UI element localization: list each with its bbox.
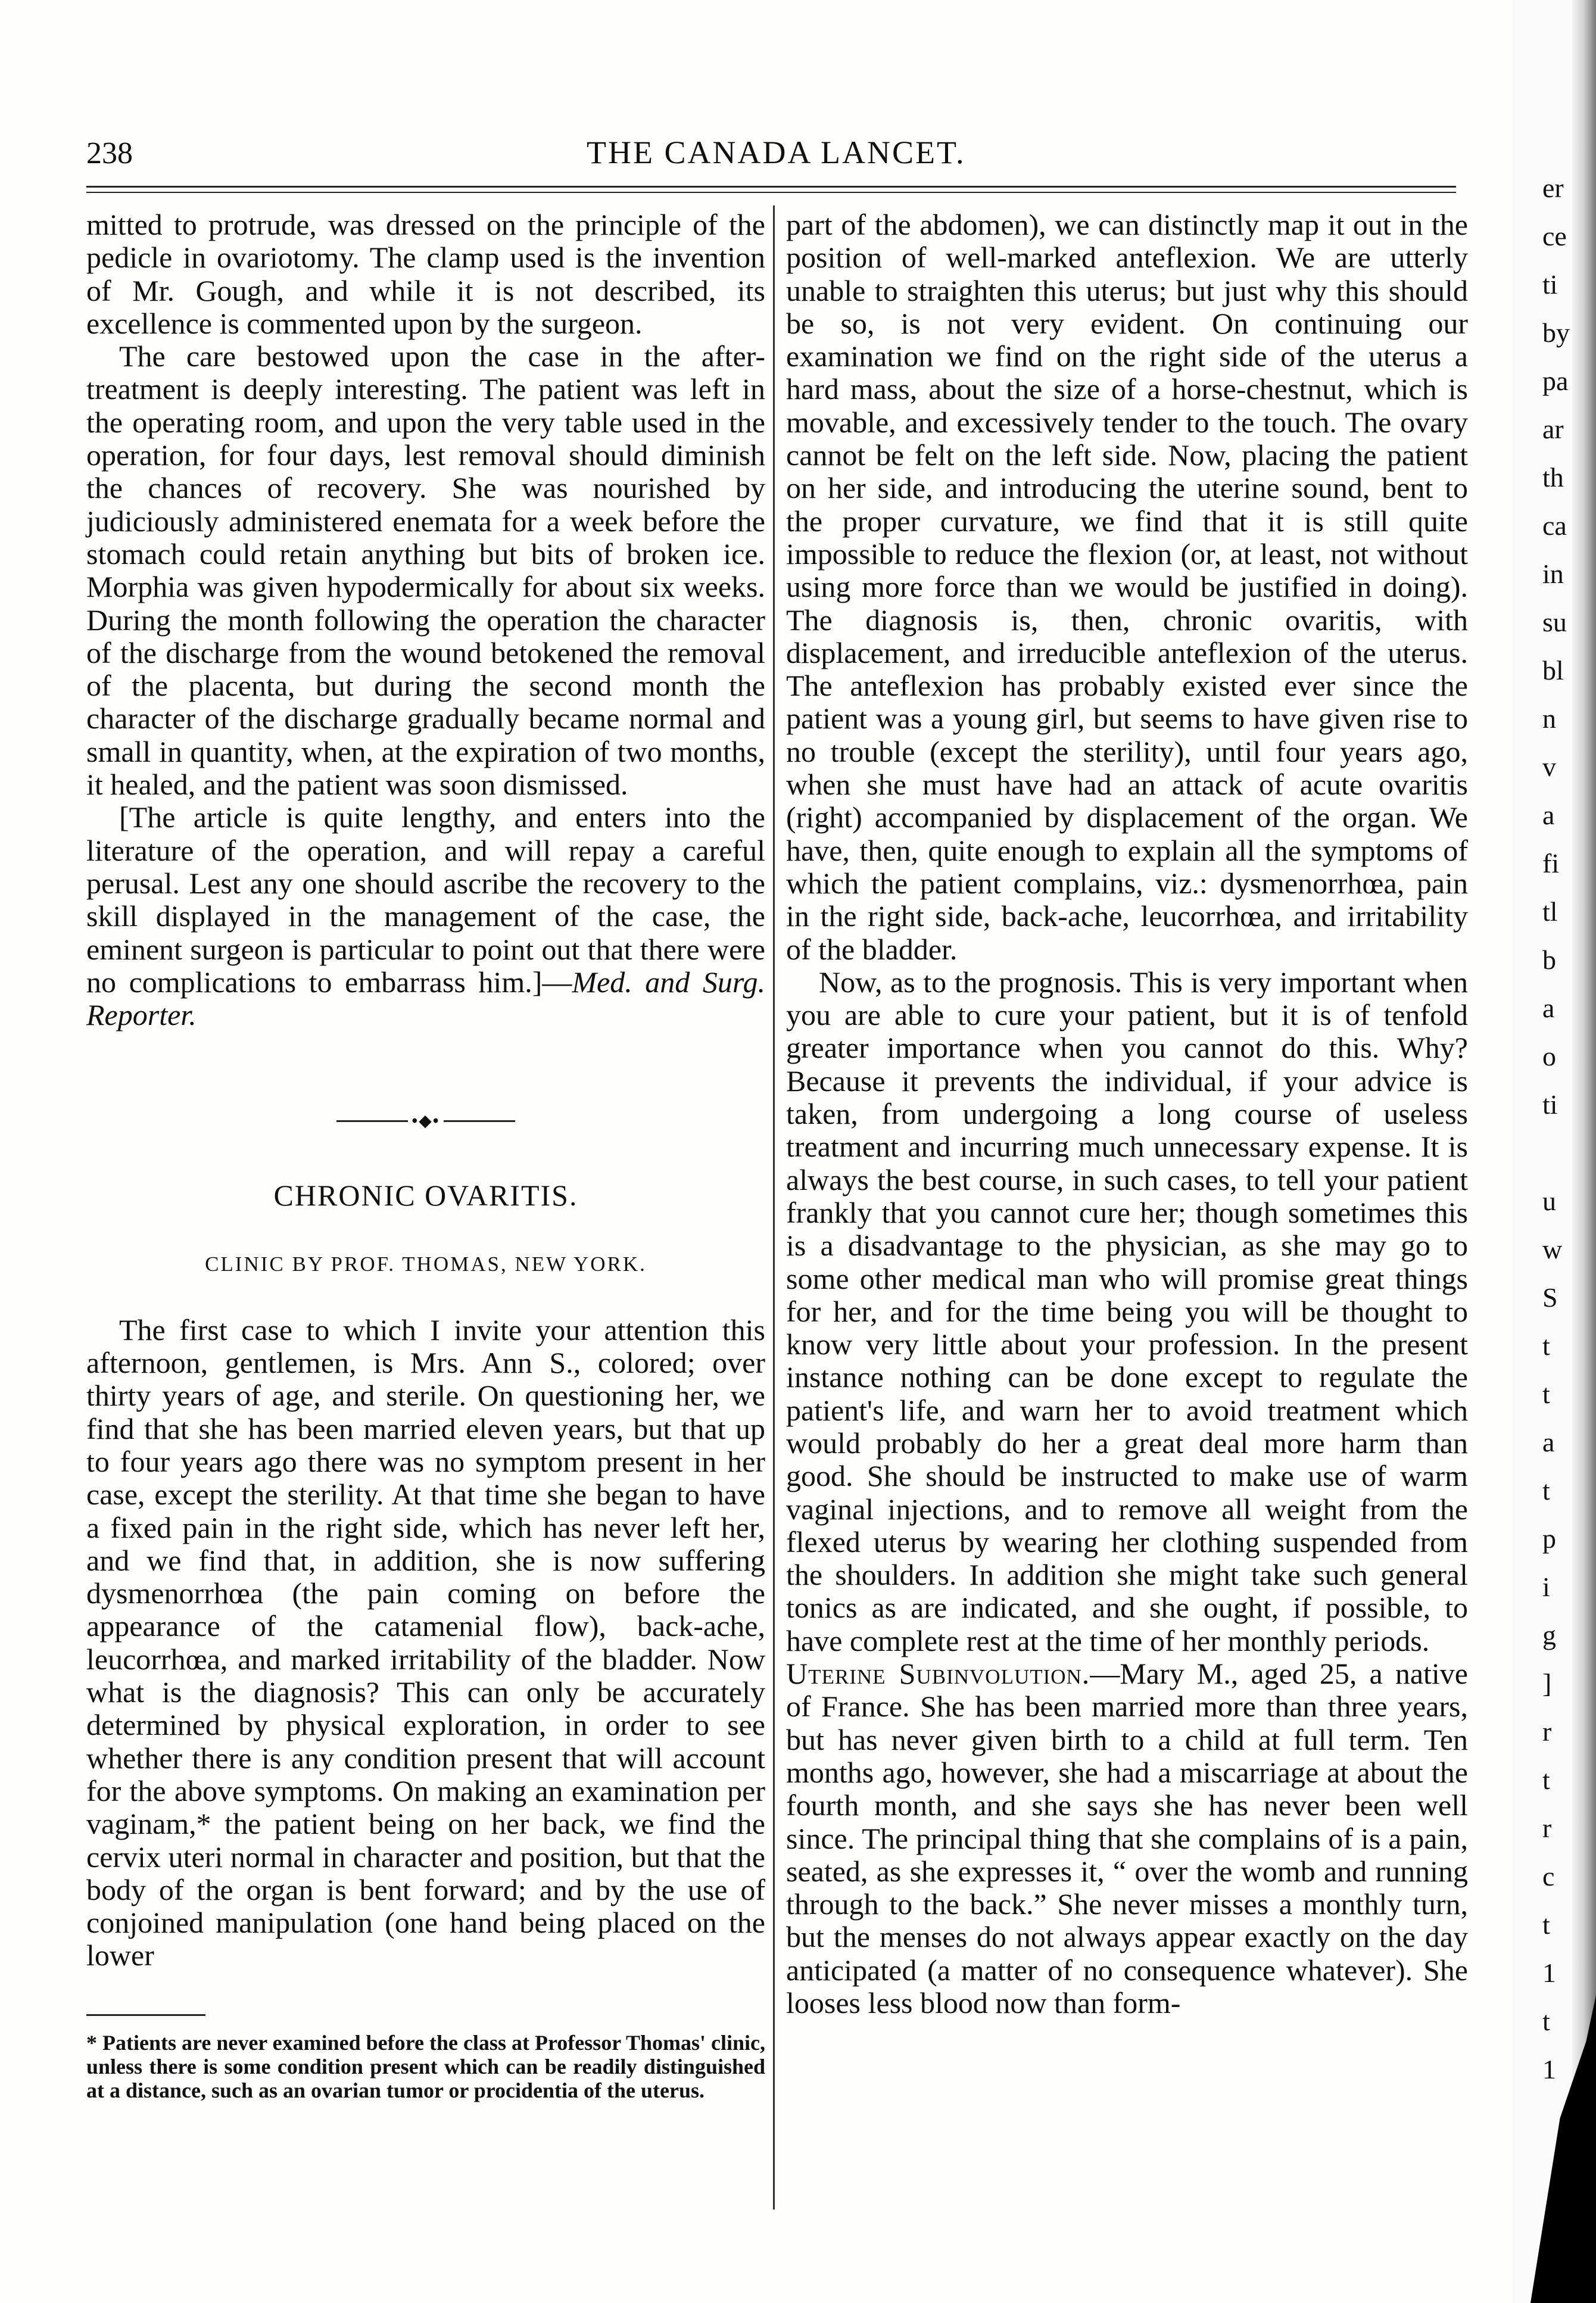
- edge-fragment: a: [1542, 1427, 1555, 1457]
- left-paragraph-3: [86, 801, 765, 1031]
- edge-fragment: a: [1542, 993, 1555, 1023]
- edge-fragment: t: [1542, 2006, 1550, 2036]
- edge-fragment: 1: [1542, 2054, 1556, 2084]
- edge-fragment: i: [1542, 1572, 1550, 1602]
- column-divider: [773, 205, 775, 2209]
- edge-fragment: S: [1542, 1282, 1558, 1313]
- edge-fragment: er: [1542, 173, 1564, 203]
- source-citation: Med. and Surg. Reporter.: [86, 965, 765, 1032]
- page-header: [86, 131, 1456, 179]
- edge-fragment: [1542, 1129, 1596, 1177]
- edge-fragment: b: [1542, 945, 1556, 975]
- footnote: * Patients are never examined before the class at Professor Thomas' clinic, unless there is some condition present which can be readily distinguished at a distance, such as an ovarian tumor or procidentia of the uterus.: [86, 2030, 765, 2102]
- edge-fragment: v: [1542, 752, 1556, 782]
- edge-fragment: t: [1542, 1765, 1550, 1795]
- footnote-rule: [86, 2014, 205, 2016]
- edge-fragment: ]: [1542, 1668, 1552, 1699]
- edge-fragment: th: [1542, 462, 1564, 493]
- facing-page-text-fragments: [1542, 164, 1596, 2093]
- edge-fragment: w: [1542, 1234, 1563, 1264]
- edge-fragment: o: [1542, 1041, 1556, 1071]
- article-title: CHRONIC OVARITIS.: [273, 1179, 578, 1213]
- edge-fragment: r: [1542, 1813, 1552, 1843]
- header-rule-top: [86, 186, 1456, 188]
- right-paragraph-3: [786, 1657, 1468, 2020]
- edge-fragment: p: [1542, 1523, 1556, 1554]
- left-paragraph-1: mitted to protrude, was dressed on the principle of the pedicle in ovariotomy. The clamp used is the invention of Mr. Gough, and while it is not described, its excellence is commented upon by the surgeon.: [86, 208, 765, 340]
- edge-fragment: 1: [1542, 1958, 1556, 1988]
- edge-fragment: in: [1542, 559, 1564, 589]
- edge-fragment: bl: [1542, 655, 1564, 685]
- edge-fragment: t: [1542, 1379, 1550, 1409]
- section-ornament: •◆•: [86, 1103, 765, 1138]
- article-byline: CLINIC BY PROF. THOMAS, NEW YORK.: [205, 1252, 647, 1276]
- case-text: —Mary M., aged 25, a native of France. She has been married more than three years, but has never given birth to a child at full term. Ten months ago, however, she had a miscarriage at about the fourth month, and she says she has never been well since. The principal thing that she complains of is a pain, seated, as she expresses it, “ over the womb and running through to the back.” She never misses a monthly turn, but the menses do not always appear exactly on the day anticipated (a matter of no consequence whatever). She looses less blood now than form-: [786, 1657, 1468, 2020]
- edge-fragment: t: [1542, 1330, 1550, 1361]
- edge-fragment: ca: [1542, 510, 1567, 541]
- left-paragraph-2: The care bestowed upon the case in the after-treatment is deeply interesting. The patient was left in the operating room, and upon the very table used in the operation, for four days, lest removal should diminish the chances of recovery. She was nourished by judiciously administered enemata for a week before the stomach could retain anything but bits of broken ice. Morphia was given hypodermically for about six weeks. During the month following the operation the character of the discharge from the wound betokened the removal of the placenta, but during the second month the character of the discharge gradually became normal and small in quantity, when, at the expiration of two months, it healed, and the patient was soon dismissed.: [86, 339, 765, 802]
- right-paragraph-1: part of the abdomen), we can distinctly map it out in the position of well-marked anteflexion. We are utterly unable to straighten this uterus; but just why this should be so, is not very evident. On continuing our examination we find on the right side of the uterus a hard mass, about the size of a horse-chestnut, which is movable, and excessively tender to the touch. The ovary cannot be felt on the left side. Now, placing the patient on her side, and introducing the uterine sound, bent to the proper curvature, we find that it is still quite impossible to reduce the flexion (or, at least, not without using more force than we would be justified in doing). The diagnosis is, then, chronic ovaritis, with displacement, and irreducible anteflexion of the uterus. The anteflexion has probably existed ever since the patient was a young girl, but seems to have given rise to no trouble (except the sterility), until four years ago, when she must have had an attack of acute ovaritis (right) accompanied by displacement of the organ. We have, then, quite enough to explain all the symptoms of which the patient complains, viz.: dysmenorrhœa, pain in the right side, back-ache, leucorrhœa, and irritability of the bladder.: [786, 208, 1468, 966]
- right-column: [786, 208, 1468, 2020]
- header-rule-bottom: [86, 192, 1456, 193]
- running-title: THE CANADA LANCET.: [587, 135, 966, 170]
- case-heading: Uterine Subinvolution.: [786, 1657, 1090, 1691]
- edge-fragment: u: [1542, 1186, 1556, 1216]
- edge-fragment: ce: [1542, 221, 1567, 251]
- page-number: 238: [86, 136, 133, 170]
- left-column: [86, 208, 765, 2102]
- edge-fragment: ti: [1542, 269, 1558, 300]
- edge-fragment: ar: [1542, 414, 1564, 444]
- right-paragraph-2: Now, as to the prognosis. This is very important when you are able to cure your patient, but it is of tenfold greater importance when you cannot do this. Why? Because it prevents the individual, if your advice is taken, from undergoing a long course of useless treatment and incurring much unnecessary expense. It is always the best course, in such cases, to tell your patient frankly that you cannot cure her; though sometimes this is a disadvantage to the physician, as she may go to some other medical man who will promise great things for her, and for the time being you will be thought to know very little about your profession. In the present instance nothing can be done except to regulate the patient's life, and warn her to avoid treatment which would probably do her a great deal more harm than good. She should be instructed to make use of warm vaginal injections, and to remove all weight from the flexed uterus by wearing her clothing suspended from the shoulders. In addition she might take such general tonics as are indicated, and she ought, if possible, to have complete rest at the time of her monthly periods.: [786, 965, 1468, 1657]
- edge-fragment: pa: [1542, 366, 1569, 396]
- edge-fragment: n: [1542, 703, 1556, 734]
- edge-fragment: g: [1542, 1620, 1556, 1650]
- edge-fragment: fi: [1542, 848, 1560, 878]
- edge-fragment: by: [1542, 317, 1570, 348]
- edge-fragment: t: [1542, 1909, 1550, 1940]
- edge-fragment: ti: [1542, 1089, 1558, 1120]
- edge-fragment: r: [1542, 1716, 1552, 1747]
- edge-fragment: tl: [1542, 896, 1558, 927]
- edge-fragment: a: [1542, 800, 1555, 830]
- edge-fragment: t: [1542, 1475, 1550, 1506]
- editorial-note: [The article is quite lengthy, and enters into the literature of the operation, and will repay a careful perusal. Lest any one should ascribe the recovery to the skill displayed in the management of the case, the eminent surgeon is particular to point out that there were no complications to embarrass him.]—: [86, 800, 765, 999]
- left-paragraph-4: The first case to which I invite your attention this afternoon, gentlemen, is Mrs. Ann S., colored; over thirty years of age, and sterile. On questioning her, we find that she has been married eleven years, but that up to four years ago there was no symptom present in her case, except the sterility. At that time she began to have a fixed pain in the right side, which has never left her, and we find that, in addition, she is now suffering dysmenorrhœa (the pain coming on before the appearance of the catamenial flow), back-ache, leucorrhœa, and marked irritability of the bladder. Now what is the diagnosis? This can only be accurately determined by physical exploration, in order to see whether there is any condition present that will account for the above symptoms. On making an examination per vaginam,* the patient being on her back, we find the cervix uteri normal in character and position, but that the body of the organ is bent forward; and by the use of conjoined manipulation (one hand being placed on the lower: [86, 1313, 765, 1972]
- edge-fragment: su: [1542, 607, 1567, 637]
- edge-fragment: c: [1542, 1861, 1555, 1891]
